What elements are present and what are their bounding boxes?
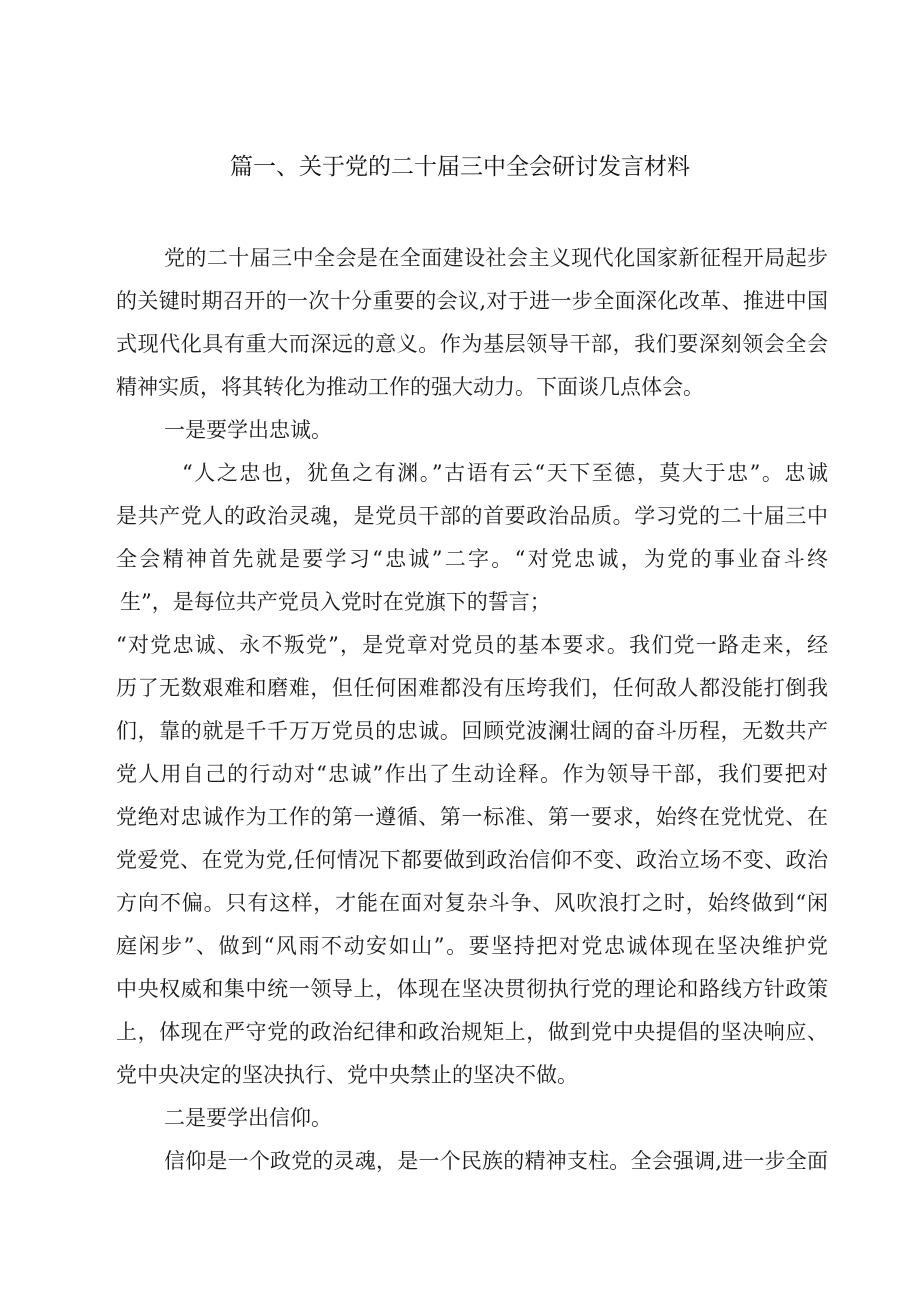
paragraph-line: 信仰是一个政党的灵魂，是一个民族的精神支柱。全会强调,进一步全面 [164,1149,828,1173]
paragraph-line: 党人用自己的行动对“忠诚”作出了生动诠释。作为领导干部，我们要把对 [116,762,828,786]
paragraph-line: “对党忠诚、永不叛党”，是党章对党员的基本要求。我们党一路走来，经 [116,633,828,657]
paragraph-line: 的关键时期召开的一次十分重要的会议,对于进一步全面深化改革、推进中国 [116,289,828,313]
paragraph-line: 是共产党人的政治灵魂，是党员干部的首要政治品质。学习党的二十届三中 [116,504,828,528]
paragraph-line: 中央权威和集中统一领导上，体现在坚决贯彻执行党的理论和路线方针政策 [116,977,828,1001]
paragraph-line: 党中央决定的坚决执行、党中央禁止的坚决不做。 [116,1063,578,1087]
paragraph-line: “人之忠也，犹鱼之有渊。”古语有云“天下至德，莫大于忠”。忠诚 [182,461,828,485]
paragraph-line: 党的二十届三中全会是在全面建设社会主义现代化国家新征程开局起步 [164,246,828,270]
section-heading: 二是要学出信仰。 [164,1106,332,1130]
document-title: 篇一、关于党的二十届三中全会研讨发言材料 [230,154,690,180]
section-heading: 一是要学出忠诚。 [164,418,332,442]
paragraph-line: 们，靠的就是千千万万党员的忠诚。回顾党波澜壮阔的奋斗历程，无数共产 [116,719,828,743]
paragraph-line: 党绝对忠诚作为工作的第一遵循、第一标准、第一要求，始终在党忧党、在 [116,805,828,829]
paragraph-line: 生”，是每位共产党员入党时在党旗下的誓言； [120,590,551,614]
paragraph-line: 历了无数艰难和磨难，但任何困难都没有压垮我们，任何敌人都没能打倒我 [116,676,828,700]
paragraph-line: 方向不偏。只有这样，才能在面对复杂斗争、风吹浪打之时，始终做到“闲 [116,891,828,915]
paragraph-line: 全会精神首先就是要学习“忠诚”二字。“对党忠诚，为党的事业奋斗终 [116,547,828,571]
paragraph-line: 庭闲步”、做到“风雨不动安如山”。要坚持把对党忠诚体现在坚决维护党 [116,934,828,958]
paragraph-line: 式现代化具有重大而深远的意义。作为基层领导干部，我们要深刻领会全会 [116,332,828,356]
paragraph-line: 精神实质，将其转化为推动工作的强大动力。下面谈几点体会。 [116,375,704,399]
paragraph-line: 上，体现在严守党的政治纪律和政治规矩上，做到党中央提倡的坚决响应、 [116,1020,828,1044]
paragraph-line: 党爱党、在党为党,任何情况下都要做到政治信仰不变、政治立场不变、政治 [116,848,828,872]
